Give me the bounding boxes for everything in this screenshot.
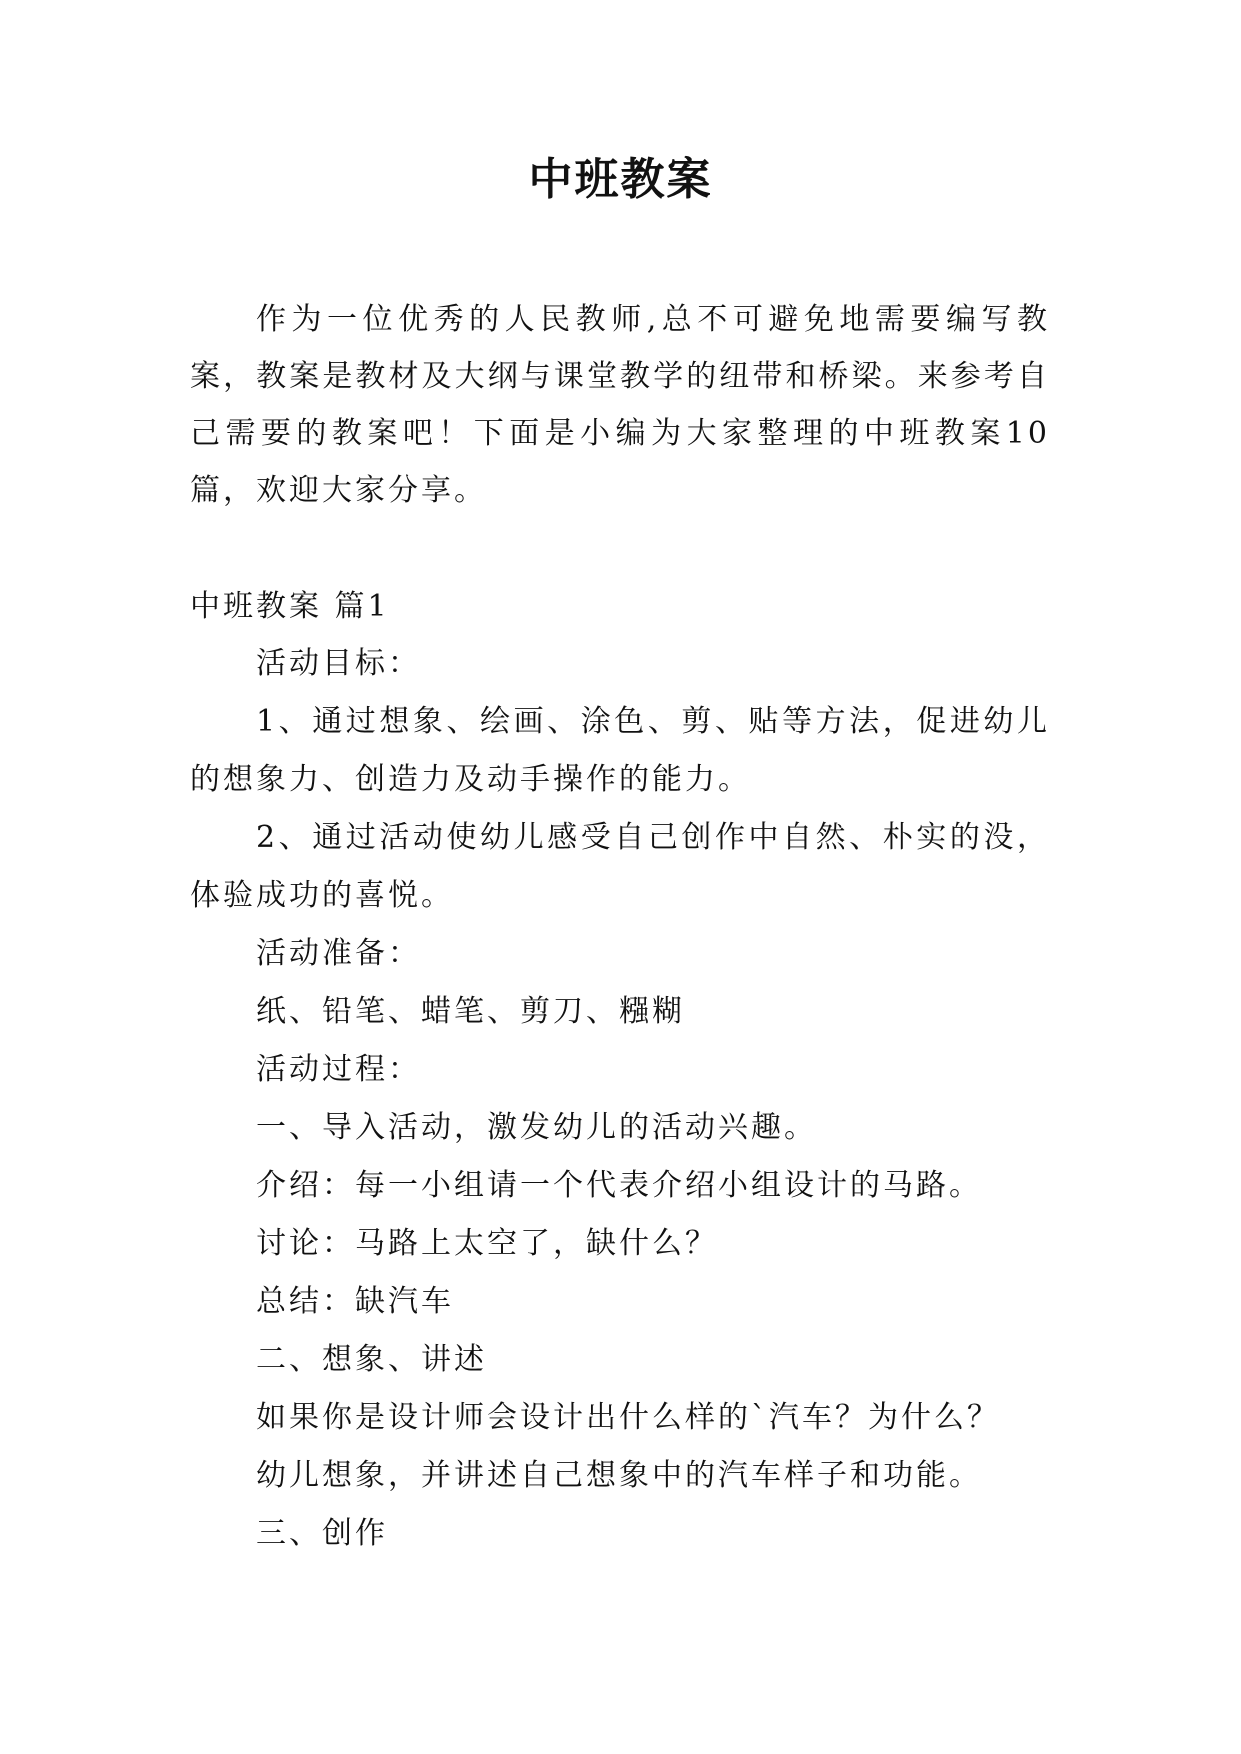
section-heading: 中班教案 篇1 <box>190 589 390 624</box>
paragraph-activity-goals-label: 活动目标： <box>256 646 421 681</box>
paragraph-process-label: 活动过程： <box>256 1052 421 1087</box>
intro-paragraph: 作为一位优秀的人民教师,总不可避免地需要编写教案，教案是教材及大纲与课堂教学的纽带和桥梁。来参考自己需要的教案吧！下面是小编为大家整理的中班教案10篇，欢迎大家分享。 <box>190 302 1050 508</box>
section-content <box>190 635 1050 1563</box>
paragraph-step-1: 一、导入活动，激发幼儿的活动兴趣。 <box>256 1110 817 1145</box>
paragraph-question: 如果你是设计师会设计出什么样的`汽车？为什么？ <box>256 1400 1000 1435</box>
paragraph-introduce: 介绍：每一小组请一个代表介绍小组设计的马路。 <box>256 1168 982 1203</box>
paragraph-goal-2: 2、通过活动使幼儿感受自己创作中自然、朴实的没，体验成功的喜悦。 <box>190 820 1050 913</box>
paragraph-imagine: 幼儿想象，并讲述自己想象中的汽车样子和功能。 <box>256 1458 982 1493</box>
document-title: 中班教案 <box>528 154 713 205</box>
paragraph-goal-1: 1、通过想象、绘画、涂色、剪、贴等方法，促进幼儿的想象力、创造力及动手操作的能力。 <box>190 704 1050 797</box>
paragraph-step-2: 二、想象、讲述 <box>256 1342 487 1377</box>
paragraph-summary: 总结：缺汽车 <box>256 1284 454 1319</box>
paragraph-step-3: 三、创作 <box>256 1516 388 1551</box>
paragraph-materials: 纸、铅笔、蜡笔、剪刀、糨糊 <box>256 994 685 1029</box>
paragraph-discuss: 讨论：马路上太空了，缺什么？ <box>256 1226 718 1261</box>
paragraph-preparation-label: 活动准备： <box>256 936 421 971</box>
